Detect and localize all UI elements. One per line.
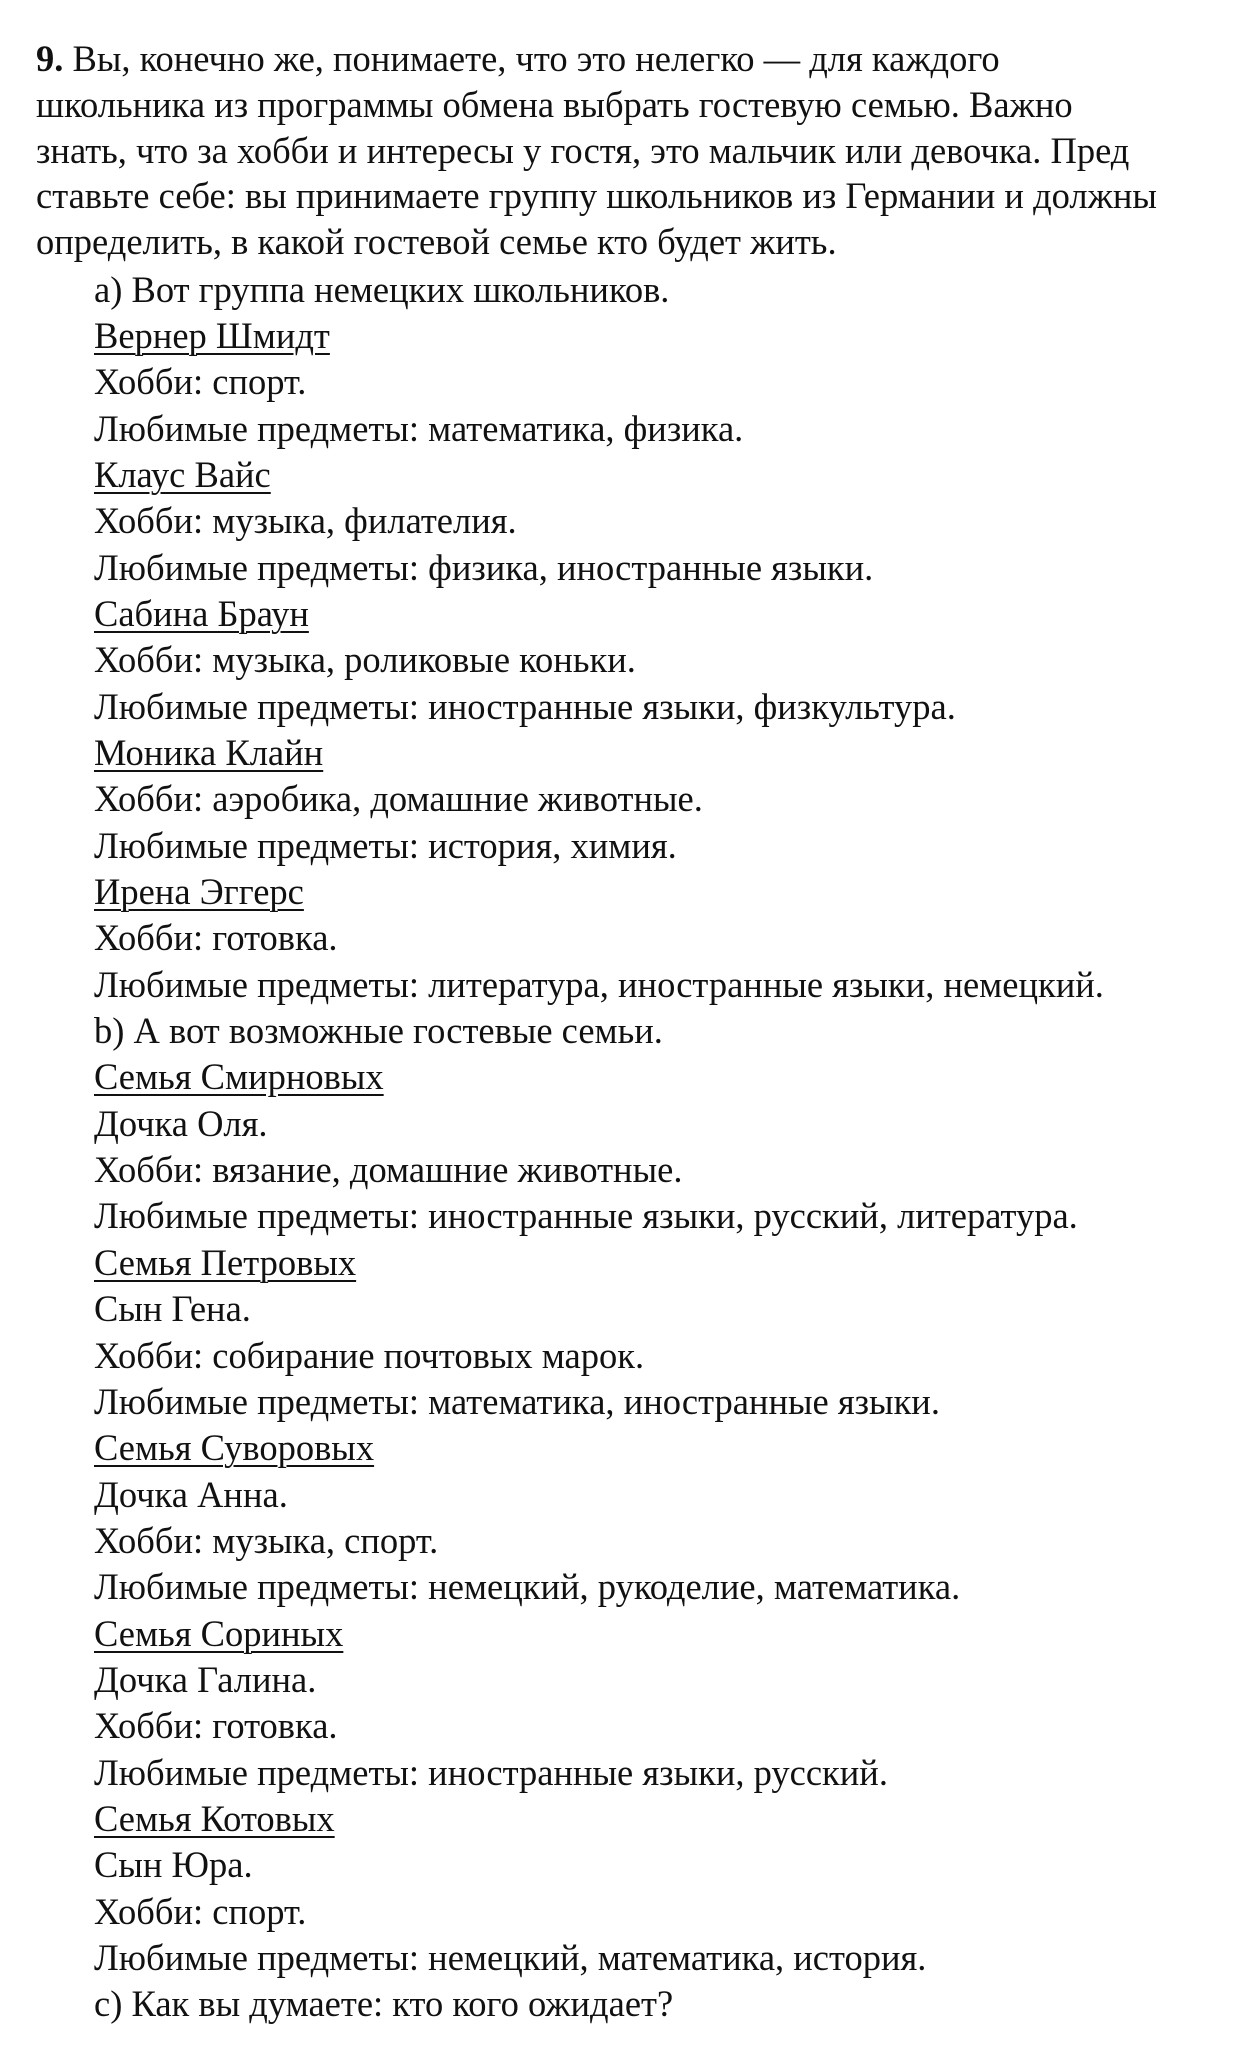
family-entry — [94, 1425, 1244, 1471]
family-entry — [94, 1054, 1244, 1100]
part-a-heading: а) Вот группа немецких школьников. — [94, 268, 670, 310]
family-child: Дочка Анна. — [94, 1473, 288, 1515]
intro-line: ставьте себе: вы принимаете группу школьников из Германии и должны — [36, 175, 1157, 217]
family-entry — [94, 1611, 1244, 1657]
intro-line: 9. Вы, конечно же, понимаете, что это нелегко — для каждого — [36, 38, 1000, 79]
family-entry — [94, 1796, 1244, 1842]
family-hobby: Хобби: готовка. — [94, 1705, 338, 1747]
family-subjects: Любимые предметы: иностранные языки, русский, литература. — [94, 1195, 1078, 1237]
student-subjects: Любимые предметы: физика, иностранные языки. — [94, 546, 874, 588]
student-subjects: Любимые предметы: иностранные языки, физкультура. — [94, 685, 956, 727]
intro-line: определить, в какой гостевой семье кто будет жить. — [36, 221, 837, 263]
student-entry — [94, 869, 1244, 915]
family-name: Семья Котовых — [94, 1797, 335, 1839]
family-child: Дочка Оля. — [94, 1102, 268, 1144]
intro-line: знать, что за хобби и интересы у гостя, это мальчик или девочка. Пред — [36, 129, 1130, 171]
family-hobby: Хобби: вязание, домашние животные. — [94, 1149, 683, 1191]
family-name: Семья Смирновых — [94, 1056, 384, 1098]
student-entry — [94, 730, 1244, 776]
family-entry — [94, 1240, 1244, 1286]
part-b-heading: b) А вот возможные гостевые семьи. — [94, 1010, 663, 1052]
family-subjects: Любимые предметы: немецкий, рукоделие, математика. — [94, 1566, 961, 1608]
family-child: Сын Гена. — [94, 1288, 251, 1330]
student-name: Вернер Шмидт — [94, 314, 330, 356]
family-subjects: Любимые предметы: немецкий, математика, история. — [94, 1936, 927, 1978]
family-subjects: Любимые предметы: математика, иностранные языки. — [94, 1380, 940, 1422]
family-subjects: Любимые предметы: иностранные языки, русский. — [94, 1751, 888, 1793]
exercise-number: 9. — [36, 38, 64, 79]
student-hobby: Хобби: готовка. — [94, 917, 338, 959]
part-c-question: с) Как вы думаете: кто кого ожидает? — [94, 1983, 674, 2025]
family-name: Семья Петровых — [94, 1241, 357, 1283]
student-name: Моника Клайн — [94, 732, 324, 774]
student-hobby: Хобби: спорт. — [94, 361, 307, 403]
student-name: Сабина Браун — [94, 593, 309, 634]
intro-line: школьника из программы обмена выбрать гостевую семью. Важно — [36, 83, 1073, 125]
family-child: Дочка Галина. — [94, 1658, 317, 1700]
student-name: Клаус Вайс — [94, 453, 271, 495]
student-subjects: Любимые предметы: литература, иностранные языки, немецкий. — [94, 963, 1104, 1005]
family-hobby: Хобби: собирание почтовых марок. — [94, 1334, 645, 1376]
student-name: Ирена Эггерс — [94, 871, 304, 913]
student-hobby: Хобби: музыка, филателия. — [94, 500, 517, 542]
exercise-lists — [94, 267, 1244, 2028]
student-hobby: Хобби: аэробика, домашние животные. — [94, 778, 703, 820]
family-name: Семья Суворовых — [94, 1427, 375, 1469]
student-subjects: Любимые предметы: история, химия. — [94, 824, 677, 866]
family-name: Семья Сориных — [94, 1612, 344, 1654]
student-entry — [94, 313, 1244, 359]
student-subjects: Любимые предметы: математика, физика. — [94, 407, 744, 449]
student-entry — [94, 452, 1244, 498]
student-hobby: Хобби: музыка, роликовые коньки. — [94, 639, 636, 681]
family-hobby: Хобби: спорт. — [94, 1890, 307, 1932]
family-hobby: Хобби: музыка, спорт. — [94, 1519, 439, 1561]
student-entry — [94, 591, 1244, 637]
exercise-intro — [36, 36, 1256, 265]
family-child: Сын Юра. — [94, 1844, 253, 1886]
